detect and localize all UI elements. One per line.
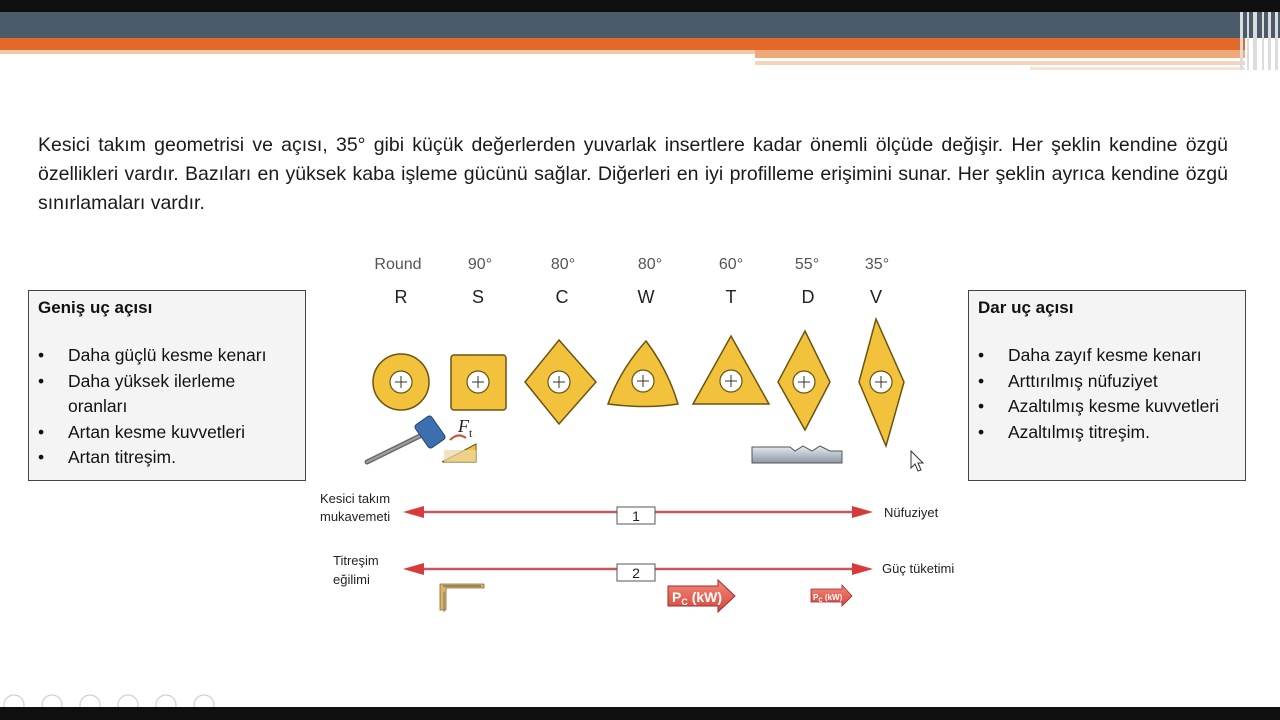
intro-paragraph: Kesici takım geometrisi ve açısı, 35° gibi küçük değerlerden yuvarlak insertlere kadar önemli ölçüde değişir. Her şeklin kendine özgü özellikleri vardır. Bazıları en yüksek kaba işleme gücünü sağlar. Diğerleri en iyi profilleme erişimini sunar. Her şeklin ayrıca kendine özgü sınırlamaları vardır. [38,134,1228,214]
profile-workpiece-icon [752,446,842,463]
arrow-2-left-label: Titreşim [333,553,379,568]
list-item: • Artan titreşim. [38,445,296,471]
window-bottom-bar [0,707,1280,720]
power-large-label: $P_C$ (kW) [672,589,723,607]
list-item: • Daha yüksek ilerleme oranları [38,369,296,420]
insert-angle-label: 80° [550,256,576,273]
list-item: • Azaltılmış kesme kuvvetleri [978,394,1236,420]
arrow-1-right-label: Nüfuziyet [884,505,939,520]
insert-letter-label: R [394,287,408,307]
insert-angle-label: 35° [864,256,890,273]
insert-angle-label: 55° [794,256,820,273]
insert-letter-label: T [725,287,737,307]
force-subscript: t [469,426,473,440]
insert-angle-label: 80° [637,256,663,273]
arrow-1-left-label: mukavemeti [320,509,391,524]
narrow-angle-title: Dar uç açısı [978,298,1074,317]
mouse-cursor-icon [911,451,923,471]
list-item: • Daha güçlü kesme kenarı [38,343,296,369]
vibration-bracket-icon [440,584,484,612]
power-small-label: $P_C$ (kW) [813,593,843,604]
list-item: • Daha zayıf kesme kenarı [978,343,1236,369]
insert-letter-label: S [471,287,485,307]
wide-angle-title: Geniş uç açısı [38,298,153,317]
list-item: • Arttırılmış nüfuziyet [978,369,1236,395]
insert-angle-label: Round [374,256,422,273]
list-item: • Azaltılmış titreşim. [978,420,1236,446]
list-item: • Artan kesme kuvvetleri [38,420,296,446]
arrow-2-right-label: Güç tüketimi [882,561,955,576]
arrow-2-number: 2 [632,565,640,581]
arrow-1-number: 1 [632,508,640,524]
insert-letter-label: C [555,287,569,307]
insert-letter-label: V [869,287,883,307]
insert-angle-label: 90° [467,256,493,273]
insert-letter-label: D [801,287,815,307]
arrow-1-left-label: Kesici takım [320,491,391,506]
insert-letter-label: W [637,287,655,307]
insert-angle-label: 60° [718,256,744,273]
force-label: F [458,416,469,436]
arrow-2-left-label: eğilimi [333,572,370,587]
